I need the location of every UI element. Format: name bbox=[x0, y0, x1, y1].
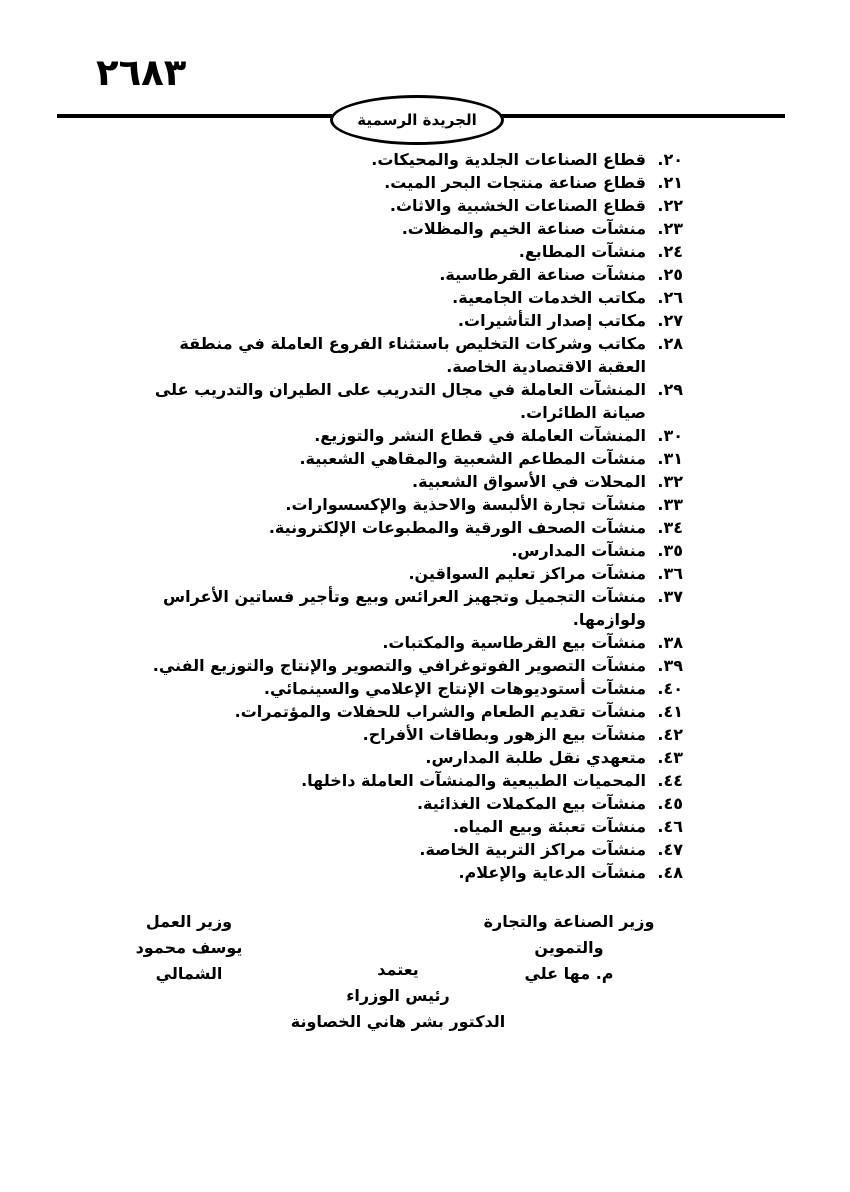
minister-name: يوسف محمود الشمالي bbox=[135, 938, 243, 983]
list-item-text: منشآت بيع القرطاسية والمكتبات. bbox=[382, 633, 646, 652]
list-item bbox=[130, 263, 683, 286]
list-item-text: منشآت صناعة الخيم والمظلات. bbox=[401, 219, 646, 238]
list-item bbox=[130, 792, 683, 815]
list-item-text: منشآت مراكز تعليم السواقين. bbox=[408, 564, 646, 583]
list-item bbox=[130, 838, 683, 861]
list-item-number: ٢٧. bbox=[657, 311, 683, 330]
list-item bbox=[130, 309, 683, 332]
list-item bbox=[130, 171, 683, 194]
list-item-text: منشآت تقديم الطعام والشراب للحفلات والمؤتمرات. bbox=[234, 702, 646, 721]
list-item-number: ٣١. bbox=[657, 449, 683, 468]
list-item bbox=[130, 286, 683, 309]
list-item-text: منشآت صناعة القرطاسية. bbox=[439, 265, 646, 284]
list-item-number: ٣٠. bbox=[657, 426, 683, 445]
list-item bbox=[130, 769, 683, 792]
list-item-text: مكاتب وشركات التخليص باستثناء الفروع العاملة في منطقة العقبة الاقتصادية الخاصة. bbox=[179, 334, 646, 376]
list-item-text: منشآت تجارة الألبسة والاحذية والإكسسوارات. bbox=[285, 495, 646, 514]
list-item-text: منشآت الدعاية والإعلام. bbox=[458, 863, 646, 882]
list-item bbox=[130, 447, 683, 470]
list-item-text: قطاع صناعة منتجات البحر الميت. bbox=[384, 173, 646, 192]
list-item bbox=[130, 562, 683, 585]
list-item bbox=[130, 631, 683, 654]
list-item-text: منشآت المطاعم الشعبية والمقاهي الشعبية. bbox=[299, 449, 646, 468]
signature-labour-minister bbox=[106, 909, 272, 987]
list-item-text: منشآت بيع المكملات الغذائية. bbox=[416, 794, 646, 813]
list-item-number: ٣٣. bbox=[657, 495, 683, 514]
list-item bbox=[130, 194, 683, 217]
list-item-number: ٣٥. bbox=[657, 541, 683, 560]
list-item-number: ٢٠. bbox=[657, 150, 683, 169]
list-item-number: ٣٢. bbox=[657, 472, 683, 491]
list-item-text: مكاتب الخدمات الجامعية. bbox=[452, 288, 646, 307]
list-item-number: ٤١. bbox=[657, 702, 683, 721]
list-item bbox=[130, 700, 683, 723]
list-item-number: ٤٤. bbox=[657, 771, 683, 790]
list-item bbox=[130, 677, 683, 700]
list-item bbox=[130, 654, 683, 677]
list-item-text: منشآت المدارس. bbox=[511, 541, 646, 560]
list-item-number: ٤٥. bbox=[657, 794, 683, 813]
list-item bbox=[130, 470, 683, 493]
list-item bbox=[130, 746, 683, 769]
list-item-number: ٤٠. bbox=[657, 679, 683, 698]
list-item-text: مكاتب إصدار التأشيرات. bbox=[457, 311, 646, 330]
list-item bbox=[130, 723, 683, 746]
gazette-title-badge bbox=[330, 95, 504, 145]
list-item-text: متعهدي نقل طلبة المدارس. bbox=[425, 748, 646, 767]
sector-list bbox=[130, 148, 683, 884]
list-item-text: منشآت تعبئة وبيع المياه. bbox=[452, 817, 646, 836]
minister-name: م. مها علي bbox=[524, 964, 614, 983]
list-item bbox=[130, 539, 683, 562]
list-item bbox=[130, 493, 683, 516]
list-item-number: ٣٨. bbox=[657, 633, 683, 652]
list-item-text: منشآت أستوديوهات الإنتاج الإعلامي والسينمائي. bbox=[263, 679, 646, 698]
list-item-number: ٤٨. bbox=[657, 863, 683, 882]
list-item-text: قطاع الصناعات الجلدية والمحيكات. bbox=[371, 150, 646, 169]
approval-label: يعتمد bbox=[377, 960, 419, 979]
signature-prime-minister-approval bbox=[276, 957, 520, 1035]
list-item-text: منشآت التجميل وتجهيز العرائس وبيع وتأجير فساتين الأعراس ولوازمها. bbox=[163, 587, 646, 629]
list-item bbox=[130, 217, 683, 240]
gazette-title: الجريدة الرسمية bbox=[357, 111, 477, 129]
list-item bbox=[130, 148, 683, 171]
list-item-number: ٢٣. bbox=[657, 219, 683, 238]
list-item-number: ٤٧. bbox=[657, 840, 683, 859]
list-item-number: ٣٤. bbox=[657, 518, 683, 537]
prime-minister-title: رئيس الوزراء bbox=[346, 986, 450, 1005]
list-item-number: ٣٦. bbox=[657, 564, 683, 583]
list-item-number: ٤٣. bbox=[657, 748, 683, 767]
list-item-text: المنشآت العاملة في قطاع النشر والتوزيع. bbox=[314, 426, 646, 445]
minister-title: وزير العمل bbox=[145, 912, 233, 931]
list-item-text: منشآت الصحف الورقية والمطبوعات الإلكترونية. bbox=[268, 518, 646, 537]
list-item-number: ٢١. bbox=[657, 173, 683, 192]
list-item bbox=[130, 240, 683, 263]
list-item-text: قطاع الصناعات الخشبية والاثاث. bbox=[389, 196, 646, 215]
list-item-text: المنشآت العاملة في مجال التدريب على الطيران والتدريب على صيانة الطائرات. bbox=[154, 380, 646, 422]
list-item bbox=[130, 516, 683, 539]
list-item-number: ٢٢. bbox=[657, 196, 683, 215]
list-item-number: ٣٩. bbox=[657, 656, 683, 675]
list-item-number: ٤٦. bbox=[657, 817, 683, 836]
prime-minister-name: الدكتور بشر هاني الخصاونة bbox=[290, 1012, 506, 1031]
list-item-number: ٢٦. bbox=[657, 288, 683, 307]
list-item bbox=[130, 815, 683, 838]
list-item-text: المحلات في الأسواق الشعبية. bbox=[412, 472, 646, 491]
list-item-number: ٢٤. bbox=[657, 242, 683, 261]
list-item-number: ٢٨. bbox=[657, 334, 683, 353]
list-item-text: منشآت مراكز التربية الخاصة. bbox=[419, 840, 646, 859]
list-item-text: منشآت التصوير الفوتوغرافي والتصوير والإنتاج والتوزيع الفني. bbox=[152, 656, 646, 675]
list-item bbox=[130, 378, 683, 424]
list-item-number: ٣٧. bbox=[657, 587, 683, 606]
page-number: ٢٦٨٣ bbox=[96, 50, 187, 94]
list-item bbox=[130, 424, 683, 447]
list-item-number: ٤٢. bbox=[657, 725, 683, 744]
list-item-number: ٢٥. bbox=[657, 265, 683, 284]
list-item-text: المحميات الطبيعية والمنشآت العاملة داخلها. bbox=[301, 771, 646, 790]
list-item bbox=[130, 861, 683, 884]
list-item-text: منشآت بيع الزهور وبطاقات الأفراح. bbox=[362, 725, 646, 744]
list-item bbox=[130, 332, 683, 378]
list-item-text: منشآت المطابع. bbox=[518, 242, 646, 261]
minister-title: وزير الصناعة والتجارة والتموين bbox=[483, 912, 655, 957]
list-item-number: ٢٩. bbox=[657, 380, 683, 399]
list-item bbox=[130, 585, 683, 631]
